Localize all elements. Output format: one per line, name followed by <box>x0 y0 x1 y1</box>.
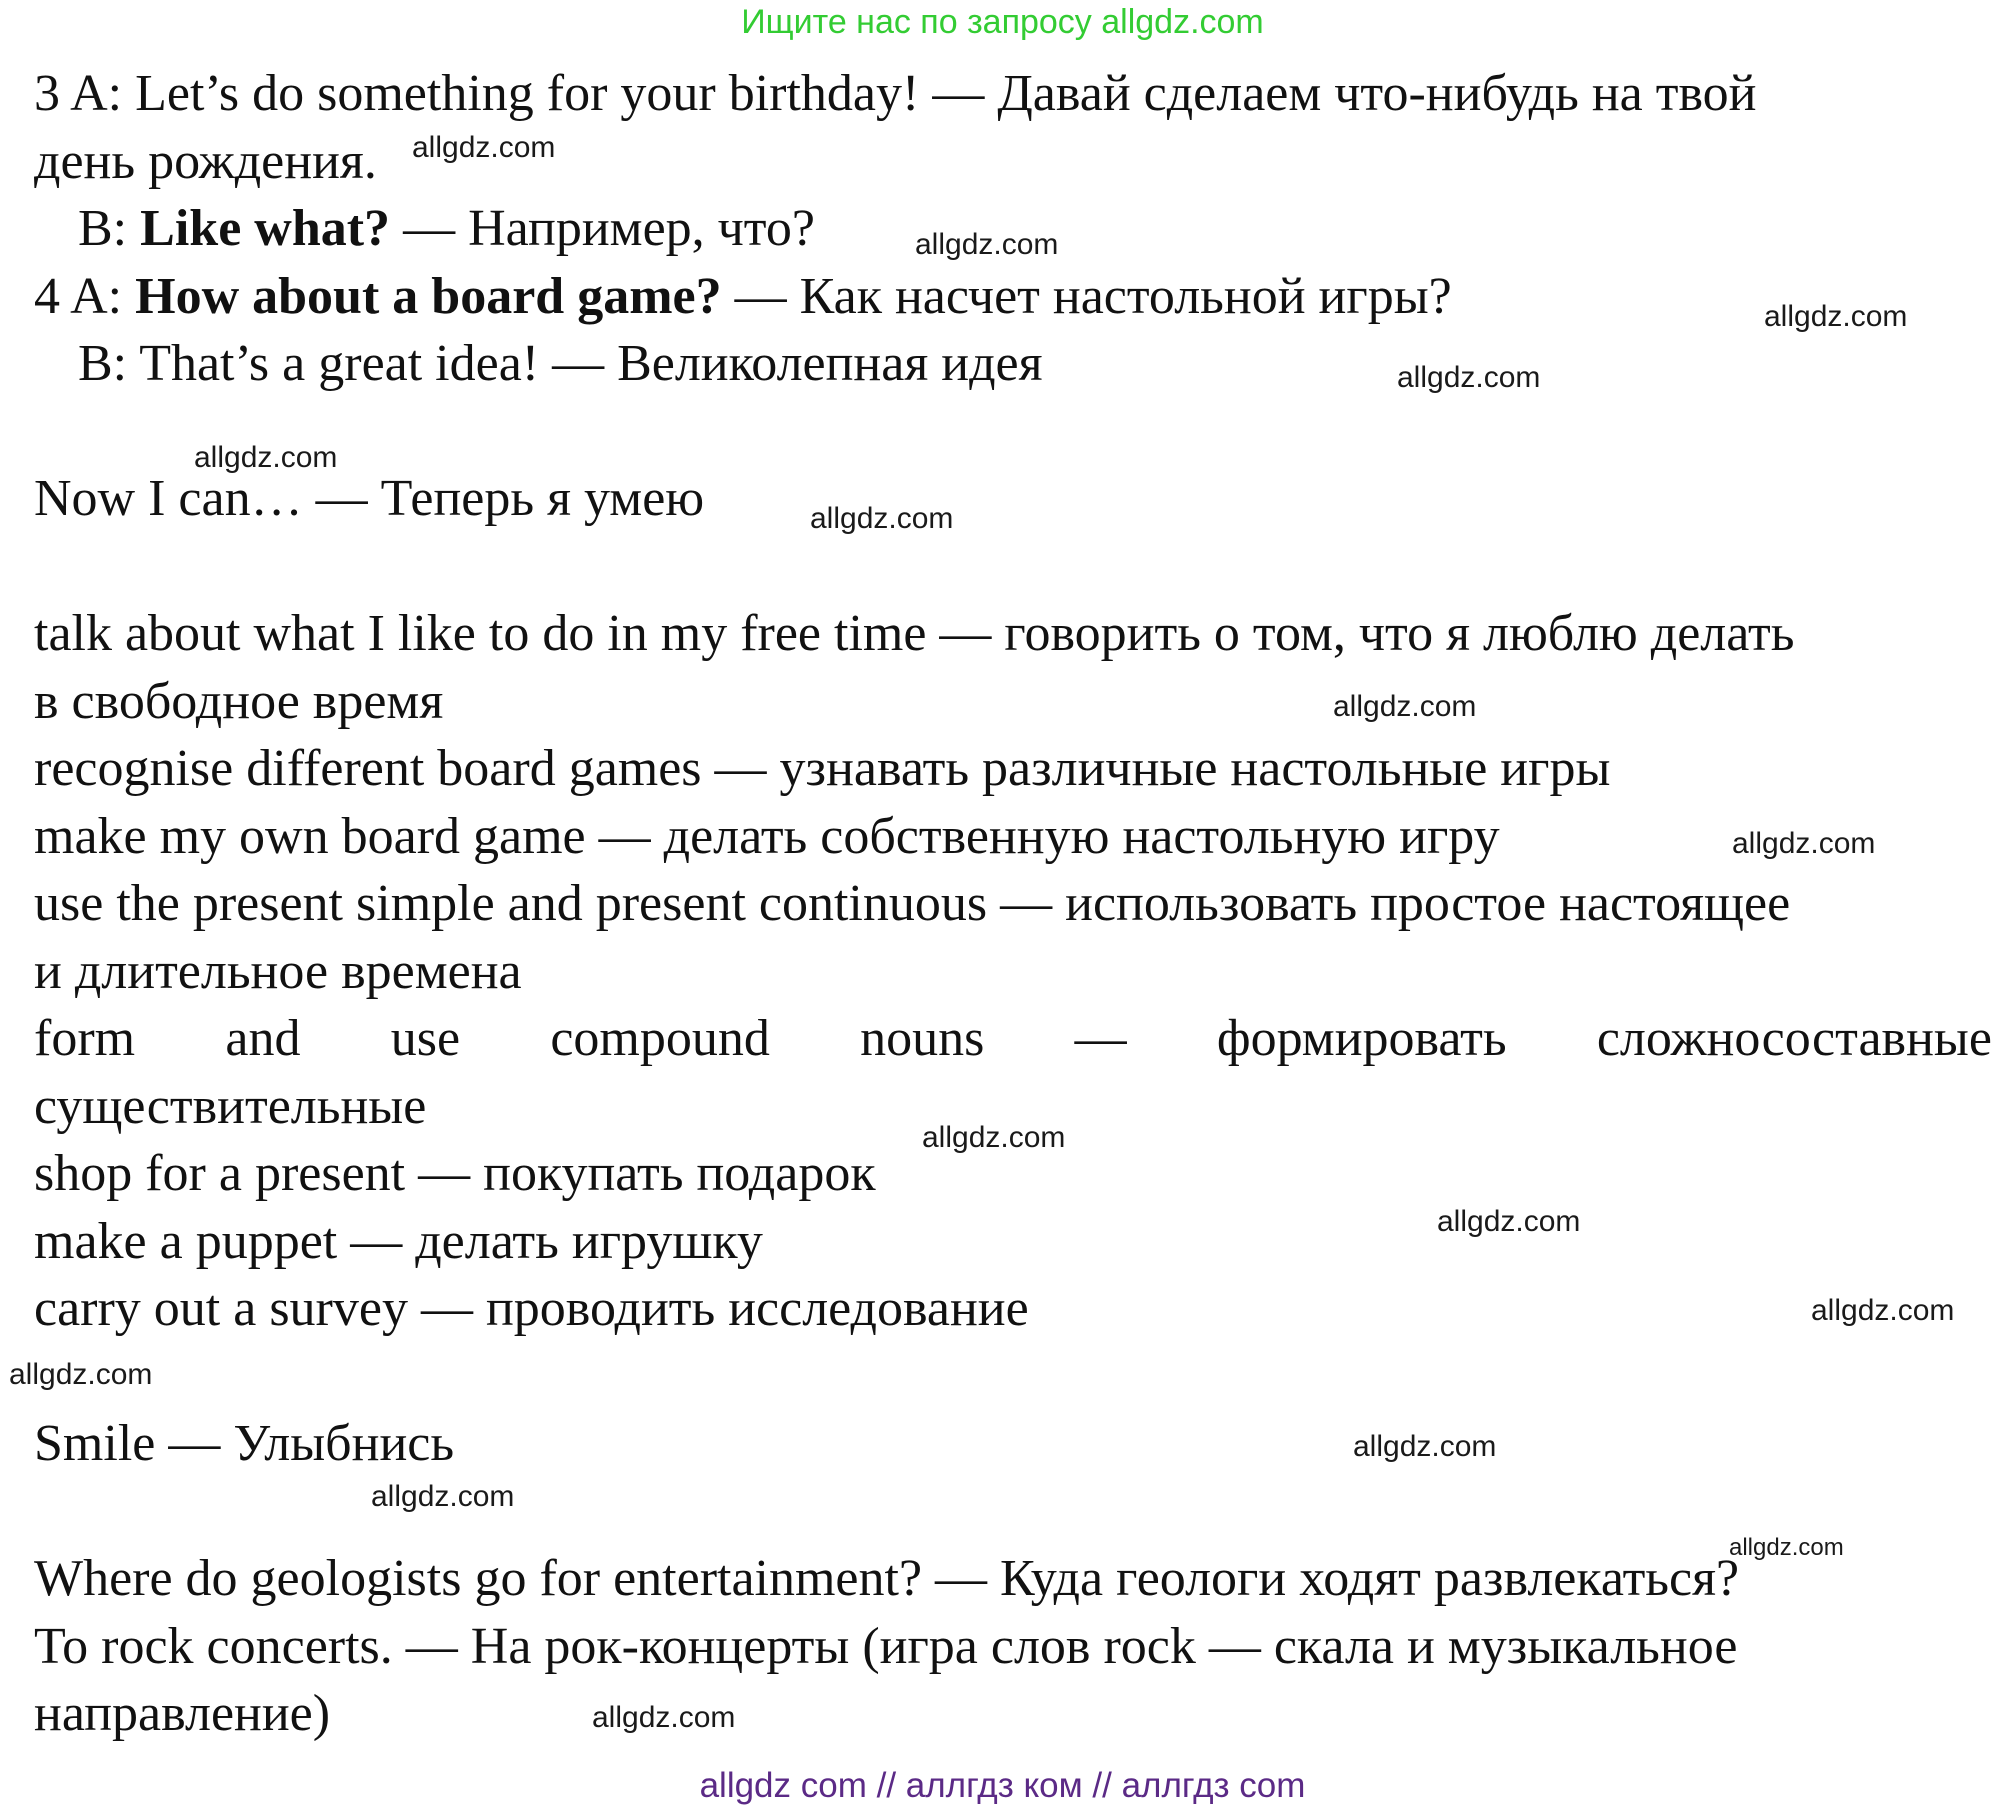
bold-phrase-board-game: How about a board game? <box>135 267 722 325</box>
footer-banner: allgdz com // аллгдз ком // аллгдз com <box>699 1766 1306 1805</box>
watermark: allgdz.com <box>1764 300 1908 333</box>
skill-item: recognise different board games — узнавать различные настольные игры <box>34 740 1611 797</box>
skill-item: use the present simple and present continuous — использовать простое настоящее <box>34 875 1791 932</box>
translation-like-what: — Например, что? <box>390 200 815 257</box>
watermark: allgdz.com <box>810 502 954 535</box>
now-i-can-heading: Now I can… — Теперь я умею <box>34 470 705 527</box>
watermark: allgdz.com <box>1333 690 1477 723</box>
word: nouns <box>860 1010 985 1067</box>
dialogue-line-4b: B: That’s a great idea! — Великолепная идея <box>78 335 1043 392</box>
spacer <box>34 1478 1994 1546</box>
word: — <box>1074 1010 1127 1067</box>
watermark: allgdz.com <box>1397 361 1541 394</box>
dialogue-line-4a <box>34 263 1994 331</box>
spacer <box>34 1343 1994 1411</box>
watermark: allgdz.com <box>1437 1205 1581 1238</box>
watermark: allgdz.com <box>9 1358 153 1391</box>
watermark: allgdz.com <box>915 228 1059 261</box>
joke-line: направление) <box>34 1685 331 1742</box>
watermark: allgdz.com <box>371 1480 515 1513</box>
skill-item: в свободное время <box>34 672 444 730</box>
watermark: allgdz.com <box>1729 1534 1844 1561</box>
word: use <box>390 1010 461 1067</box>
watermark: allgdz.com <box>412 131 556 164</box>
watermark: allgdz.com <box>1811 1294 1955 1327</box>
speaker-4a-label: 4 A: <box>34 267 136 325</box>
dialogue-line-3a: 3 A: Let’s do something for your birthday! — Давай сделаем что-нибудь на твой <box>34 65 1757 122</box>
word: сложносоставные <box>1596 1010 1992 1067</box>
skill-item: и длительное времена <box>34 942 522 1000</box>
watermark: allgdz.com <box>194 441 338 474</box>
word: and <box>225 1010 301 1067</box>
translation-board-game: — Как насчет настольной игры? <box>721 267 1452 325</box>
bold-phrase-like-what: Like what? <box>140 200 391 257</box>
skill-item: carry out a survey — проводить исследование <box>34 1280 1029 1337</box>
word: compound <box>550 1010 770 1067</box>
skill-item: talk about what I like to do in my free time — говорить о том, что я люблю делать <box>34 605 1795 662</box>
joke-line: Where do geologists go for entertainment? — Куда геологи ходят развлекаться? <box>34 1550 1740 1607</box>
skill-item: make my own board game — делать собственную настольную игру <box>34 807 1500 865</box>
speaker-b-label: B: <box>78 200 141 257</box>
skill-item: shop for a present — покупать подарок <box>34 1145 876 1202</box>
word: формировать <box>1216 1010 1507 1067</box>
watermark: allgdz.com <box>1732 827 1876 860</box>
document-body <box>34 60 1994 1748</box>
dialogue-line-3a-continued: день рождения. <box>34 132 377 190</box>
watermark: allgdz.com <box>1353 1430 1497 1463</box>
search-banner: Ищите нас по запросу allgdz.com <box>741 3 1264 41</box>
smile-heading: Smile — Улыбнись <box>34 1415 455 1472</box>
skill-item: make a puppet — делать игрушку <box>34 1212 763 1270</box>
joke-line: To rock concerts. — На рок-концерты (игра слов rock — скала и музыкальное <box>34 1617 1738 1675</box>
watermark: allgdz.com <box>922 1121 1066 1154</box>
watermark: allgdz.com <box>592 1701 736 1734</box>
spacer <box>34 533 1994 601</box>
skill-item-justified <box>34 1005 1992 1073</box>
word: form <box>34 1010 136 1067</box>
skill-item: существительные <box>34 1077 427 1135</box>
